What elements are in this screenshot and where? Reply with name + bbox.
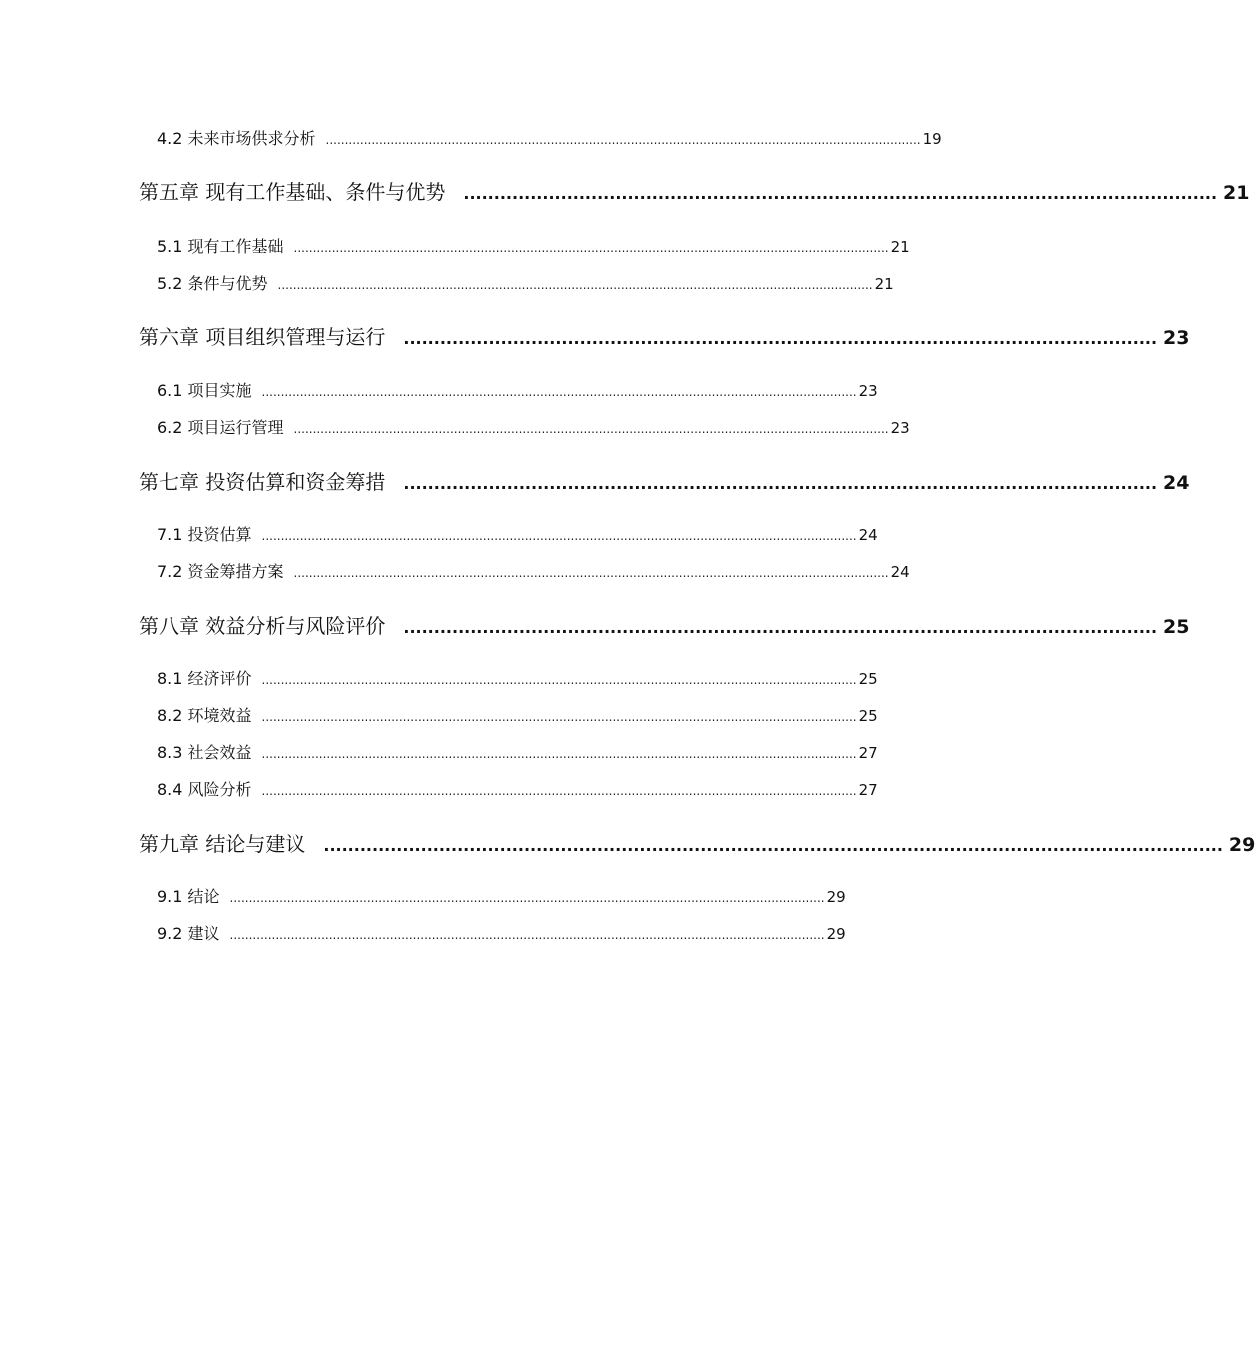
toc-page-number: 19 xyxy=(922,130,942,148)
toc-page-number: 21 xyxy=(874,275,894,293)
toc-page-number: 24 xyxy=(890,563,910,581)
toc-page-number: 24 xyxy=(858,526,878,544)
toc-chapter-7[interactable] xyxy=(139,466,1190,495)
toc-page-number: 29 xyxy=(826,888,846,906)
toc-page-number: 29 xyxy=(1228,834,1255,856)
dot-leader: ............................................................................................................................................................ xyxy=(293,241,889,255)
dot-leader: ............................................................................................................................................................ xyxy=(261,784,857,798)
toc-entry-9-1[interactable] xyxy=(157,884,846,907)
dot-leader: ............................................................................................................................................................ xyxy=(229,928,825,942)
toc-chapter-9[interactable] xyxy=(139,828,1255,857)
dot-leader: ............................................................................................................................................................ xyxy=(261,710,857,724)
toc-chapter-6[interactable] xyxy=(139,321,1190,350)
toc-entry-8-4[interactable] xyxy=(157,777,878,800)
toc-page-number: 25 xyxy=(858,707,878,725)
toc-page-number: 23 xyxy=(858,382,878,400)
toc-page-number: 21 xyxy=(890,238,910,256)
toc-entry-label: 6.1 项目实施 xyxy=(157,381,252,400)
toc-entry-label: 8.4 风险分析 xyxy=(157,780,252,799)
toc-chapter-5[interactable] xyxy=(139,176,1250,205)
dot-leader: ............................................................................................................................................................ xyxy=(325,133,921,147)
dot-leader: ............................................................................................................................................................ xyxy=(261,385,857,399)
toc-entry-4-2[interactable] xyxy=(157,126,942,149)
toc-entry-5-1[interactable] xyxy=(157,234,910,257)
toc-entry-label: 9.1 结论 xyxy=(157,887,220,906)
toc-entry-8-1[interactable] xyxy=(157,666,878,689)
toc-page-number: 29 xyxy=(826,925,846,943)
toc-page-number: 25 xyxy=(858,670,878,688)
dot-leader: ............................................................................................................................ xyxy=(463,184,1218,203)
toc-chapter-label: 第八章 效益分析与风险评价 xyxy=(139,614,386,638)
toc-entry-label: 9.2 建议 xyxy=(157,924,220,943)
toc-entry-label: 6.2 项目运行管理 xyxy=(157,418,284,437)
toc-entry-7-1[interactable] xyxy=(157,522,878,545)
toc-page-number: 23 xyxy=(1163,327,1190,349)
dot-leader: ............................................................................................................................................................ xyxy=(277,278,873,292)
toc-chapter-label: 第七章 投资估算和资金筹措 xyxy=(139,470,386,494)
toc-chapter-8[interactable] xyxy=(139,610,1190,639)
toc-page-number: 27 xyxy=(858,781,878,799)
dot-leader: ............................................................................................................................ xyxy=(403,329,1158,348)
toc-entry-label: 4.2 未来市场供求分析 xyxy=(157,129,316,148)
toc-chapter-label: 第六章 项目组织管理与运行 xyxy=(139,325,386,349)
toc-entry-6-1[interactable] xyxy=(157,378,878,401)
dot-leader: ............................................................................................................................................................ xyxy=(293,422,889,436)
toc-page-number: 21 xyxy=(1223,182,1250,204)
toc-entry-8-3[interactable] xyxy=(157,740,878,763)
dot-leader: ............................................................................................................................ xyxy=(403,474,1158,493)
toc-page-number: 23 xyxy=(890,419,910,437)
toc-entry-label: 5.2 条件与优势 xyxy=(157,274,268,293)
toc-entry-7-2[interactable] xyxy=(157,559,910,582)
toc-entry-label: 8.1 经济评价 xyxy=(157,669,252,688)
dot-leader: ............................................................................................................................................................ xyxy=(261,529,857,543)
toc-entry-label: 7.1 投资估算 xyxy=(157,525,252,544)
toc-entry-9-2[interactable] xyxy=(157,921,846,944)
toc-entry-6-2[interactable] xyxy=(157,415,910,438)
dot-leader: ............................................................................................................................ xyxy=(403,618,1158,637)
toc-chapter-label: 第五章 现有工作基础、条件与优势 xyxy=(139,180,446,204)
dot-leader: .................................................................................................................................................... xyxy=(323,836,1223,855)
toc-page-number: 24 xyxy=(1163,472,1190,494)
toc-entry-label: 8.2 环境效益 xyxy=(157,706,252,725)
toc-entry-5-2[interactable] xyxy=(157,271,894,294)
toc-page-number: 27 xyxy=(858,744,878,762)
toc-entry-label: 5.1 现有工作基础 xyxy=(157,237,284,256)
dot-leader: ............................................................................................................................................................ xyxy=(261,673,857,687)
dot-leader: ............................................................................................................................................................ xyxy=(261,747,857,761)
toc-page-number: 25 xyxy=(1163,616,1190,638)
toc-entry-label: 8.3 社会效益 xyxy=(157,743,252,762)
toc-entry-label: 7.2 资金筹措方案 xyxy=(157,562,284,581)
dot-leader: ............................................................................................................................................................ xyxy=(229,891,825,905)
toc-chapter-label: 第九章 结论与建议 xyxy=(139,832,306,856)
dot-leader: ............................................................................................................................................................ xyxy=(293,566,889,580)
toc-entry-8-2[interactable] xyxy=(157,703,878,726)
